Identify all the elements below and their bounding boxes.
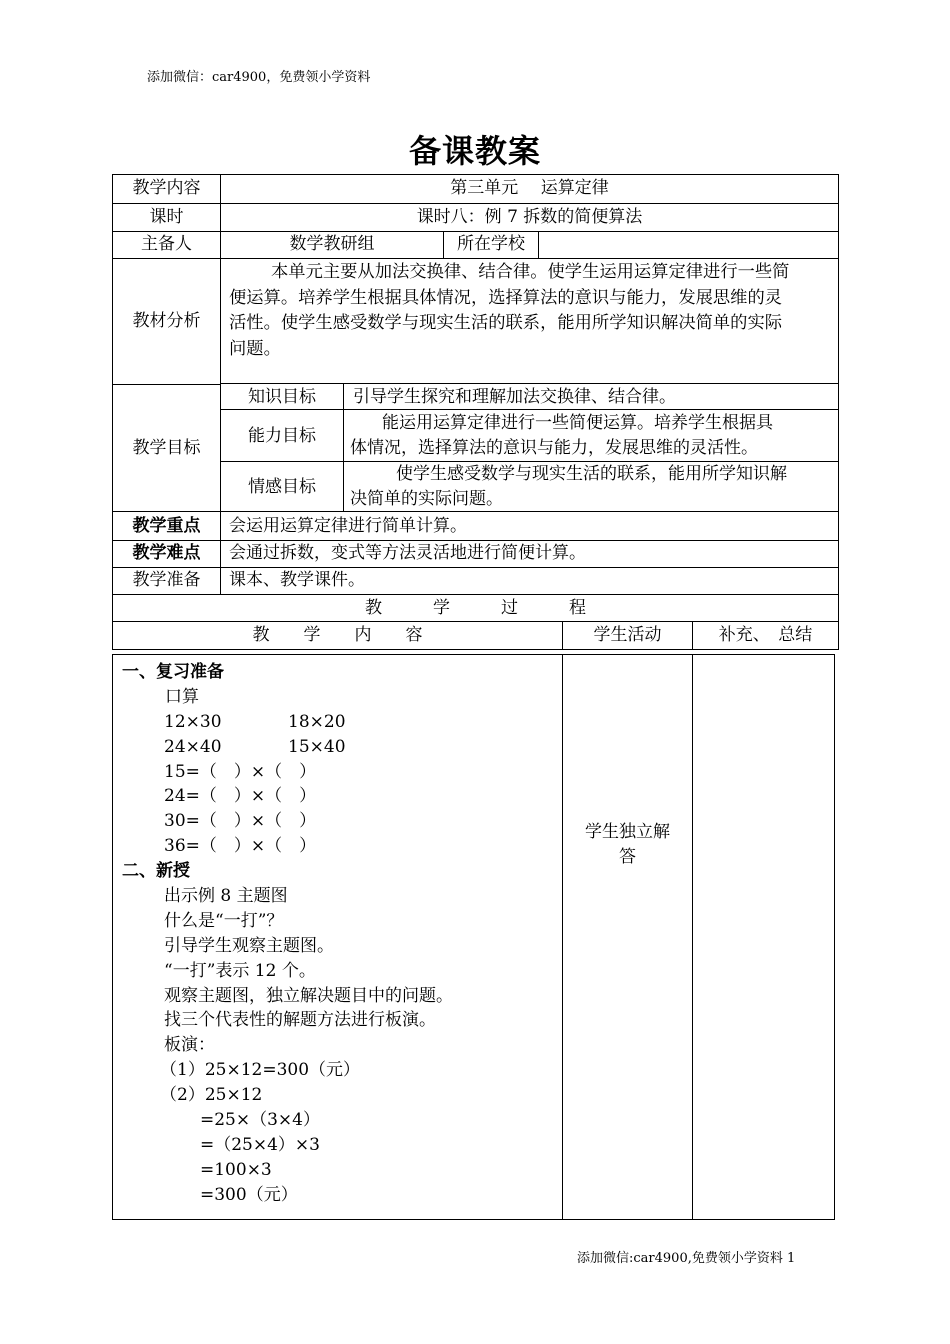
list-item: 15=（ ）×（ ） xyxy=(164,761,317,782)
period-value: 课时八：例 7 拆数的简便算法 xyxy=(416,207,643,227)
list-item: 36=（ ）×（ ） xyxy=(164,836,317,857)
student-activity: 学生独立解 答 xyxy=(585,822,670,867)
ability-label: 能力目标 xyxy=(248,426,316,446)
content-value: 第三单元 运算定律 xyxy=(450,178,609,198)
col-notes-header: 补充、 总结 xyxy=(718,625,813,645)
list-item: 板演： xyxy=(164,1035,215,1056)
prep-label: 教学准备 xyxy=(132,570,201,590)
goals-label: 教学目标 xyxy=(132,438,201,458)
process-content xyxy=(122,660,453,1208)
preparer-value: 数学教研组 xyxy=(289,234,375,254)
content-label: 教学内容 xyxy=(132,178,201,198)
analysis-label: 教材分析 xyxy=(132,311,201,331)
difficulty-value: 会通过拆数，变式等方法灵活地进行简便计算。 xyxy=(229,543,586,563)
header-note: 添加微信：car4900，免费领小学资料 xyxy=(147,70,371,85)
section-heading: 一、复习准备 xyxy=(122,662,224,682)
emotion-label: 情感目标 xyxy=(248,477,316,497)
difficulty-label: 教学难点 xyxy=(132,543,201,563)
list-item: 24=（ ）×（ ） xyxy=(164,786,317,807)
key-label: 教学重点 xyxy=(132,516,201,536)
list-item: 12×30 18×20 xyxy=(164,711,346,732)
list-item: =25×（3×4） xyxy=(200,1110,320,1131)
footer-note: 添加微信:car4900,免费领小学资料 1 xyxy=(577,1251,796,1266)
list-item: （1）25×12=300（元） xyxy=(160,1060,361,1081)
list-item: 24×40 15×40 xyxy=(164,736,346,757)
col-content-header: 教 学 内 容 xyxy=(252,625,423,645)
list-item: =300（元） xyxy=(200,1184,298,1205)
list-item: “一打”表示 12 个。 xyxy=(164,960,316,981)
ability-value: 能运用运算定律进行一些简便运算。培养学生根据具 体情况，选择算法的意识与能力，发展思维的灵活性。 xyxy=(350,413,773,458)
list-item: 什么是“一打”？ xyxy=(164,910,284,931)
list-item: （2）25×12 xyxy=(160,1085,263,1106)
knowledge-value: 引导学生探究和理解加法交换律、结合律。 xyxy=(353,387,676,407)
school-label: 所在学校 xyxy=(457,234,525,254)
list-item: 出示例 8 主题图 xyxy=(164,886,288,907)
section-heading: 二、新授 xyxy=(122,861,190,882)
period-label: 课时 xyxy=(149,207,184,227)
list-item: =100×3 xyxy=(200,1159,272,1180)
list-item: 口算 xyxy=(165,686,199,707)
preparer-label: 主备人 xyxy=(141,234,192,254)
analysis-text: 本单元主要从加法交换律、结合律。使学生运用运算定律进行一些简 便运算。培养学生根据具体情况，选择算法的意识与能力，发展思维的灵 活性。使学生感受数学与现实生活的联系，能用所学知识解决简单的实际 问题。 xyxy=(229,262,790,359)
emotion-value: 使学生感受数学与现实生活的联系，能用所学知识解 决简单的实际问题。 xyxy=(350,464,787,509)
key-value: 会运用运算定律进行简单计算。 xyxy=(229,516,467,536)
list-item: =（25×4）×3 xyxy=(200,1134,320,1155)
process-header: 教 学 过 程 xyxy=(365,598,586,618)
knowledge-label: 知识目标 xyxy=(248,387,316,407)
page-title: 备课教案 xyxy=(408,132,541,170)
prep-value: 课本、教学课件。 xyxy=(229,570,365,590)
list-item: 观察主题图，独立解决题目中的问题。 xyxy=(164,985,453,1006)
col-student-header: 学生活动 xyxy=(593,625,662,645)
list-item: 30=（ ）×（ ） xyxy=(164,811,317,832)
list-item: 找三个代表性的解题方法进行板演。 xyxy=(164,1010,436,1031)
list-item: 引导学生观察主题图。 xyxy=(164,935,334,956)
